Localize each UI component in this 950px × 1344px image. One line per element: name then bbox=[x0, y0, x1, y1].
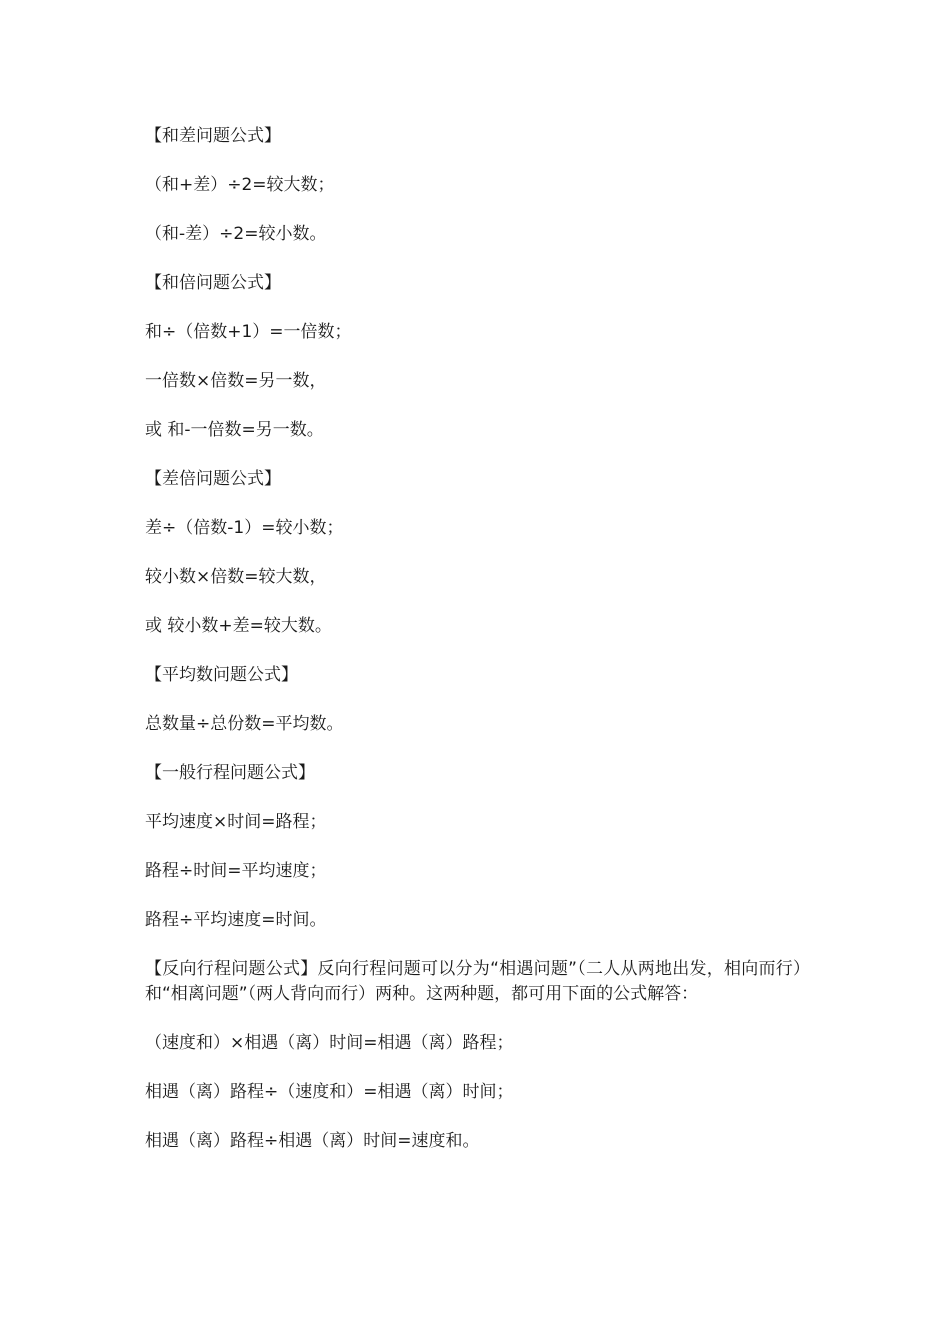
section-heading-sum-difference: 【和差问题公式】 bbox=[145, 126, 281, 146]
formula-line: （和-差）÷2=较小数。 bbox=[145, 224, 327, 244]
formula-line: （和+差）÷2=较大数； bbox=[145, 175, 335, 195]
formula-line: （速度和）×相遇（离）时间=相遇（离）路程； bbox=[145, 1033, 514, 1053]
formula-line: 总数量÷总份数=平均数。 bbox=[145, 714, 344, 734]
formula-line: 相遇（离）路程÷相遇（离）时间=速度和。 bbox=[145, 1131, 480, 1151]
formula-line: 或 和-一倍数=另一数。 bbox=[145, 420, 324, 440]
formula-line: 差÷（倍数-1）=较小数； bbox=[145, 518, 344, 538]
section-heading-average: 【平均数问题公式】 bbox=[145, 665, 298, 685]
section-heading-difference-multiple: 【差倍问题公式】 bbox=[145, 469, 281, 489]
document-body bbox=[145, 124, 810, 1178]
formula-line: 一倍数×倍数=另一数， bbox=[145, 371, 327, 391]
formula-line: 相遇（离）路程÷（速度和）=相遇（离）时间； bbox=[145, 1082, 514, 1102]
section-heading-sum-multiple: 【和倍问题公式】 bbox=[145, 273, 281, 293]
section-heading-general-travel: 【一般行程问题公式】 bbox=[145, 763, 315, 783]
formula-line: 或 较小数+差=较大数。 bbox=[145, 616, 332, 636]
formula-line: 路程÷平均速度=时间。 bbox=[145, 910, 327, 930]
formula-line: 较小数×倍数=较大数， bbox=[145, 567, 327, 587]
formula-line: 路程÷时间=平均速度； bbox=[145, 861, 327, 881]
formula-line: 平均速度×时间=路程； bbox=[145, 812, 327, 832]
formula-line: 和÷（倍数+1）=一倍数； bbox=[145, 322, 352, 342]
section-paragraph-opposite-travel: 【反向行程问题公式】反向行程问题可以分为“相遇问题”（二人从两地出发，相向而行）和“相离问题”（两人背向而行）两种。这两种题，都可用下面的公式解答： bbox=[145, 959, 810, 1004]
